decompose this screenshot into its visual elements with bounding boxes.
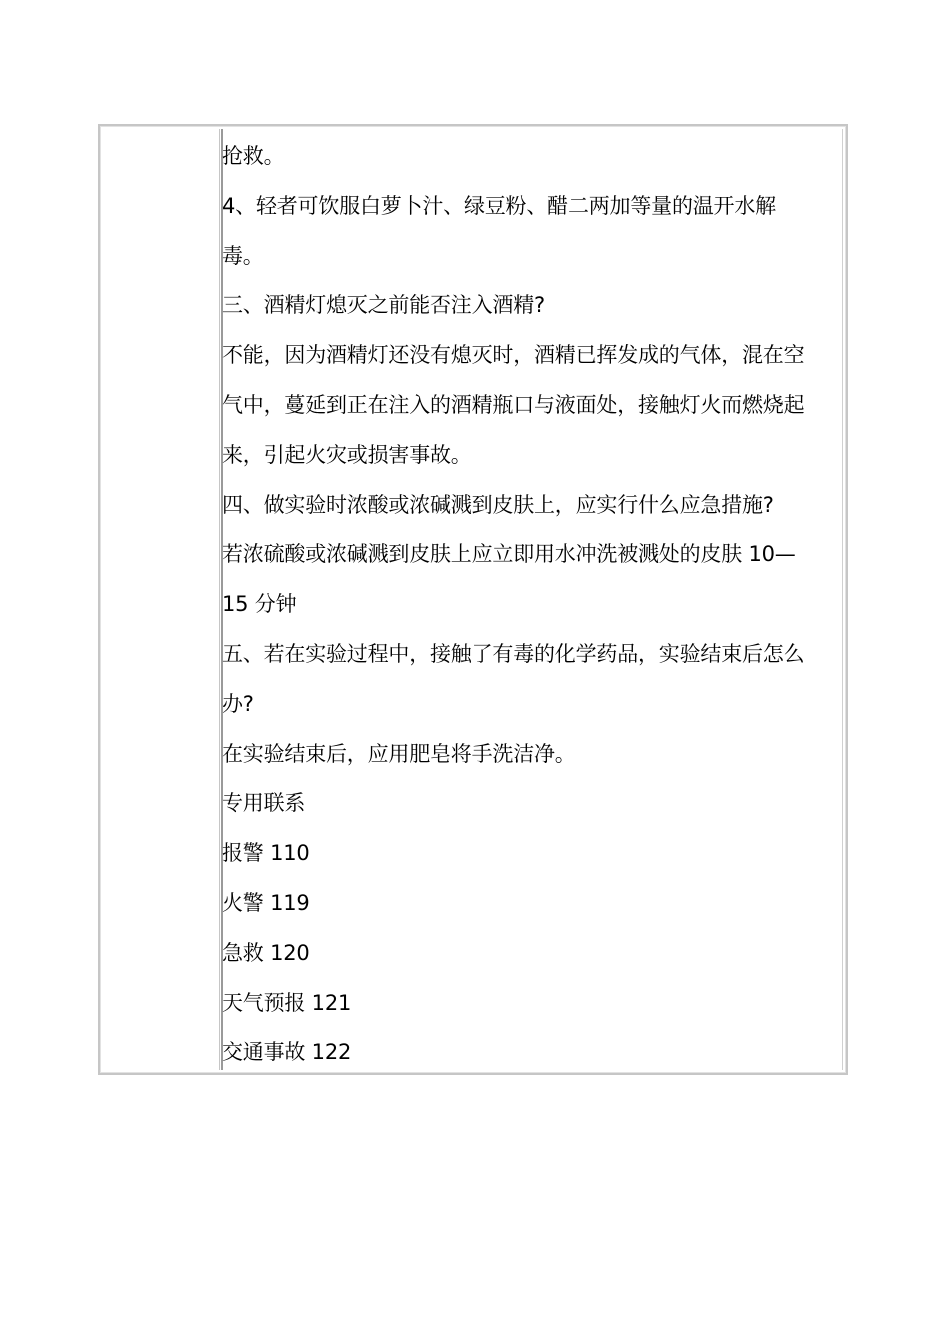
document-text bbox=[222, 132, 850, 1078]
contact-traffic: 交通事故 122 bbox=[222, 1040, 352, 1065]
contact-weather: 天气预报 121 bbox=[222, 990, 352, 1015]
text-line: 抢救。 bbox=[222, 144, 285, 168]
text-line: 15 分钟 bbox=[222, 592, 297, 617]
contacts-heading: 专用联系 bbox=[222, 791, 306, 816]
text-line: 来，引起火灾或损害事故。 bbox=[222, 442, 472, 467]
contact-ambulance: 急救 120 bbox=[222, 940, 310, 965]
table-left-cell bbox=[103, 129, 220, 1070]
section-heading: 四、做实验时浓酸或浓碱溅到皮肤上，应实行什么应急措施? bbox=[222, 492, 774, 517]
text-line: 办? bbox=[222, 691, 254, 716]
contact-fire: 火警 119 bbox=[222, 890, 310, 915]
text-line: 4、轻者可饮服白萝卜汁、绿豆粉、醋二两加等量的温开水解 bbox=[222, 193, 776, 218]
text-line: 若浓硫酸或浓碱溅到皮肤上应立即用水冲洗被溅处的皮肤 10— bbox=[222, 542, 796, 567]
section-heading: 五、若在实验过程中，接触了有毒的化学药品，实验结束后怎么 bbox=[222, 641, 805, 666]
text-line: 气中，蔓延到正在注入的酒精瓶口与液面处，接触灯火而燃烧起 bbox=[222, 392, 805, 417]
text-line: 毒。 bbox=[222, 243, 264, 268]
text-line: 在实验结束后，应用肥皂将手洗洁净。 bbox=[222, 741, 576, 766]
contact-police: 报警 110 bbox=[222, 841, 310, 866]
section-heading: 三、酒精灯熄灭之前能否注入酒精? bbox=[222, 293, 545, 318]
text-line: 不能，因为酒精灯还没有熄灭时，酒精已挥发成的气体，混在空 bbox=[222, 343, 805, 368]
